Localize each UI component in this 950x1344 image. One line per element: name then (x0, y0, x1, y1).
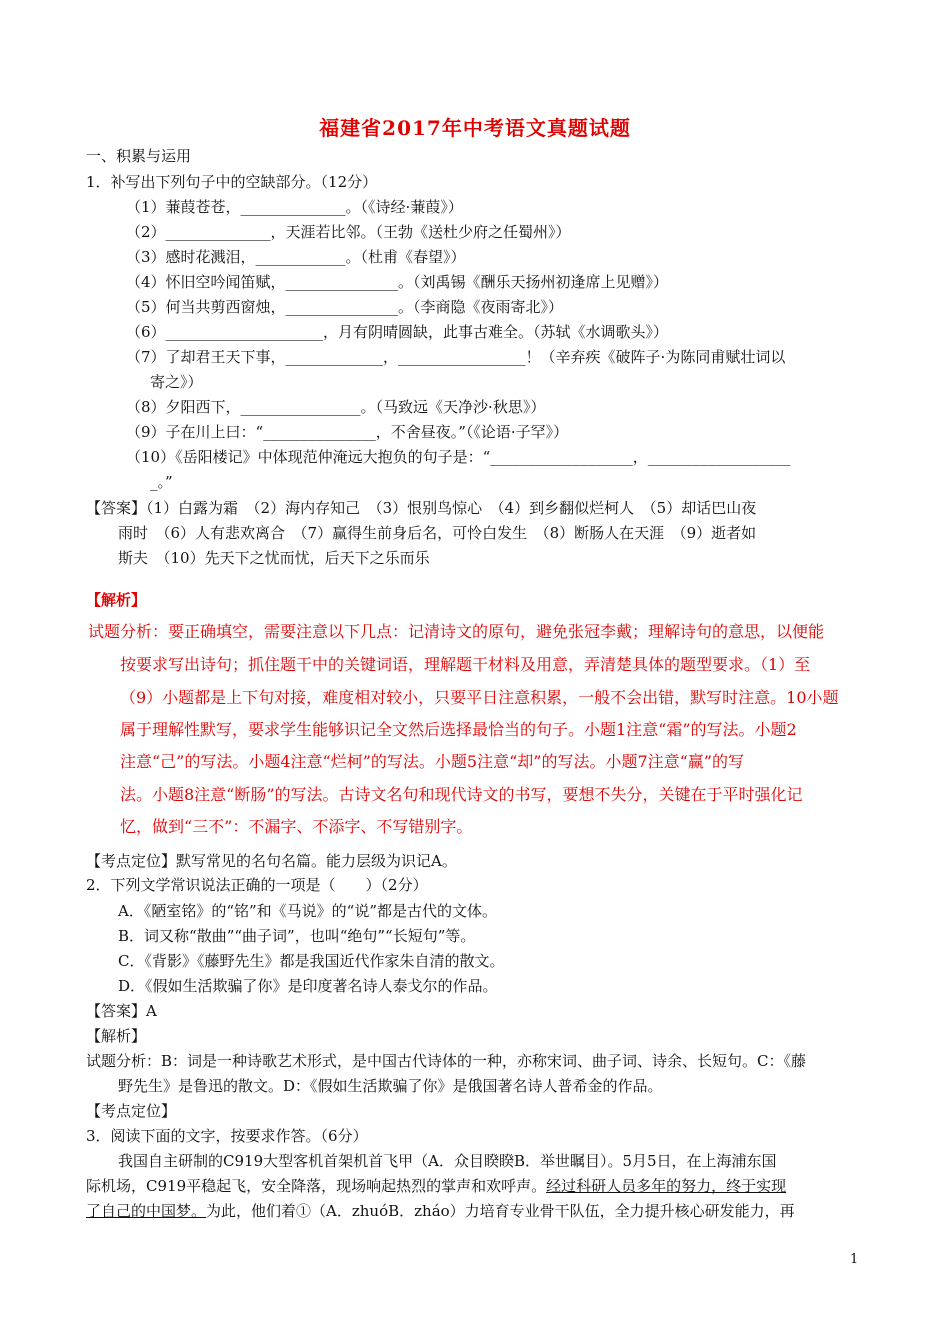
q1-analysis-line: 按要求写出诗句；抓住题干中的关键词语，理解题干材料及用意，弄清楚具体的题型要求。（1）至 (120, 655, 811, 674)
q1-analysis-line: 法。小题8注意“断肠”的写法。古诗文名句和现代诗文的书写，要想不失分，关键在于平时强化记 (120, 785, 803, 804)
question-1-stem: 1．补写出下列句子中的空缺部分。（12分） (86, 173, 378, 191)
q1-item: （2）______________，天涯若比邻。（王勃《送杜少府之任蜀州》） (126, 223, 571, 241)
page-title: 福建省2017年中考语文真题试题 (319, 116, 631, 140)
q1-item: （10）《岳阳楼记》中体现范仲淹远大抱负的句子是：“___________________，___________________ (126, 448, 791, 466)
question-3-stem: 3．阅读下面的文字，按要求作答。（6分） (86, 1127, 368, 1145)
q3-passage-line (86, 1176, 786, 1196)
q1-item-continued: _。” (150, 473, 173, 491)
q1-item: （9）子在川上曰：“_______________，不舍昼夜。”（《论语·子罕》） (126, 423, 569, 441)
q1-answer-line: 斯夫 （10）先天下之忧而忧，后天下之乐而乐 (118, 549, 430, 567)
q1-analysis-line: 忆，做到“三不”：不漏字、不添字、不写错别字。 (120, 817, 473, 836)
question-2-stem: 2．下列文学常识说法正确的一项是（ ）（2分） (86, 876, 428, 894)
q3-passage-line: 我国自主研制的C919大型客机首架机首飞甲（A．众目睽睽B．举世瞩目）。5月5日，在上海浦东国 (118, 1152, 777, 1170)
q2-option: D．《假如生活欺骗了你》是印度著名诗人泰戈尔的作品。 (118, 977, 498, 995)
q2-option: A．《陋室铭》的“铭”和《马说》的“说”都是古代的文体。 (118, 902, 498, 920)
q3-passage-text: 为此，他们着①（A．zhuóB．zháo）力培育专业骨干队伍，全力提升核心研发能力，再 (206, 1202, 795, 1220)
q3-underlined-sentence: 经过科研人员多年的努力，终于实现 (546, 1177, 787, 1195)
section-heading: 一、积累与运用 (86, 147, 192, 165)
q3-passage-line (86, 1201, 795, 1221)
q1-kaodian: 【考点定位】默写常见的名句名篇。能力层级为识记A。 (86, 852, 457, 870)
q2-analysis-heading: 【解析】 (86, 1027, 147, 1045)
q2-answer: 【答案】A (86, 1002, 157, 1020)
q1-analysis-heading: 【解析】 (86, 591, 147, 609)
q3-underlined-sentence: 了自己的中国梦。 (86, 1202, 207, 1220)
q2-analysis-line: 试题分析：B：词是一种诗歌艺术形式，是中国古代诗体的一种，亦称宋词、曲子词、诗余、长短句。C：《藤 (86, 1052, 807, 1070)
q1-analysis-line: 试题分析：要正确填空，需要注意以下几点：记清诗文的原句，避免张冠李戴；理解诗句的意思，以便能 (88, 622, 825, 641)
page-number: 1 (850, 1252, 859, 1267)
q1-item: （4）怀旧空吟闻笛赋，_______________。（刘禹锡《酬乐天扬州初逢席上见赠》） (126, 273, 669, 291)
q1-item: （5）何当共剪西窗烛，_______________。（李商隐《夜雨寄北》） (126, 298, 564, 316)
q2-analysis-line: 野先生》是鲁迅的散文。D：《假如生活欺骗了你》是俄国著名诗人普希金的作品。 (118, 1077, 663, 1095)
q1-analysis-line: （9）小题都是上下句对接，难度相对较小，只要平日注意积累，一般不会出错，默写时注意。10小题 (120, 688, 839, 707)
q1-analysis-line: 属于理解性默写，要求学生能够识记全文然后选择最恰当的句子。小题1注意“霜”的写法。小题2 (120, 720, 797, 739)
q1-item: （6）_____________________，月有阴晴圆缺，此事古难全。（苏轼《水调歌头》） (126, 323, 669, 341)
q1-item: （7）了却君王天下事，_____________，_________________！（辛弃疾《破阵子·为陈同甫赋壮词以 (126, 348, 786, 366)
q1-item-continued: 寄之》） (150, 373, 203, 391)
q1-answer-line: 【答案】（1）白露为霜 （2）海内存知己 （3）恨别鸟惊心 （4）到乡翻似烂柯人 （5）却话巴山夜 (86, 499, 757, 517)
q2-option: C．《背影》《藤野先生》都是我国近代作家朱自清的散文。 (118, 952, 505, 970)
q2-option: B．词又称“散曲”“曲子词”，也叫“绝句”“长短句”等。 (118, 927, 476, 945)
q3-passage-text: 际机场，C919平稳起飞，安全降落，现场响起热烈的掌声和欢呼声。 (86, 1177, 547, 1195)
q1-answer-line: 雨时 （6）人有悲欢离合 （7）赢得生前身后名，可怜白发生 （8）断肠人在天涯 （9）逝者如 (118, 524, 757, 542)
q2-kaodian: 【考点定位】 (86, 1102, 177, 1120)
q1-item: （1）蒹葭苍苍，______________。（《诗经·蒹葭》） (126, 198, 463, 216)
q1-item: （3）感时花溅泪，____________。（杜甫《春望》） (126, 248, 466, 266)
q1-item: （8）夕阳西下，________________。（马致远《天净沙·秋思》） (126, 398, 546, 416)
q1-analysis-line: 注意“己”的写法。小题4注意“烂柯”的写法。小题5注意“却”的写法。小题7注意“赢”的写 (120, 752, 744, 771)
